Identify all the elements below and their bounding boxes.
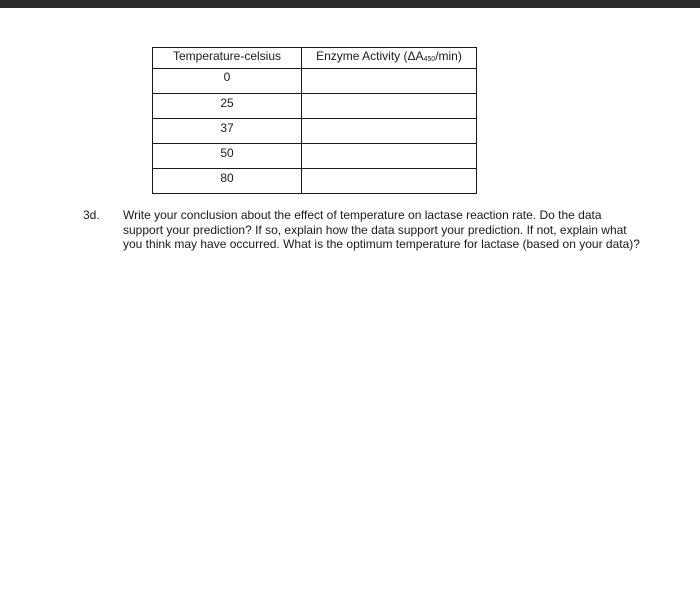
table-row	[153, 94, 477, 119]
activity-cell[interactable]	[302, 94, 477, 119]
activity-cell[interactable]	[302, 69, 477, 94]
enzyme-activity-header	[302, 48, 477, 69]
activity-cell[interactable]	[302, 169, 477, 194]
temperature-cell: 0	[153, 69, 302, 94]
activity-cell[interactable]	[302, 119, 477, 144]
temperature-cell: 80	[153, 169, 302, 194]
activity-cell[interactable]	[302, 144, 477, 169]
temperature-cell: 50	[153, 144, 302, 169]
enzyme-header-prefix: Enzyme Activity (ΔA	[316, 49, 424, 63]
table-header-row	[153, 48, 477, 69]
table-row	[153, 69, 477, 94]
enzyme-header-subscript: 450	[423, 56, 436, 63]
table-row	[153, 169, 477, 194]
table-row	[153, 144, 477, 169]
question-text: Write your conclusion about the effect of temperature on lactase reaction rate. Do the data support your prediction? If so, explain how the data support your prediction. If not, explain what you think may have occurred. What is the optimum temperature for lactase (based on your data)?	[123, 208, 640, 251]
temperature-header: Temperature-celsius	[153, 48, 302, 69]
question-number: 3d.	[83, 208, 100, 222]
temperature-activity-table	[152, 47, 477, 194]
temperature-cell: 37	[153, 119, 302, 144]
top-bar	[0, 0, 700, 8]
table-row	[153, 119, 477, 144]
enzyme-header-suffix: /min)	[435, 49, 462, 63]
temperature-cell: 25	[153, 94, 302, 119]
